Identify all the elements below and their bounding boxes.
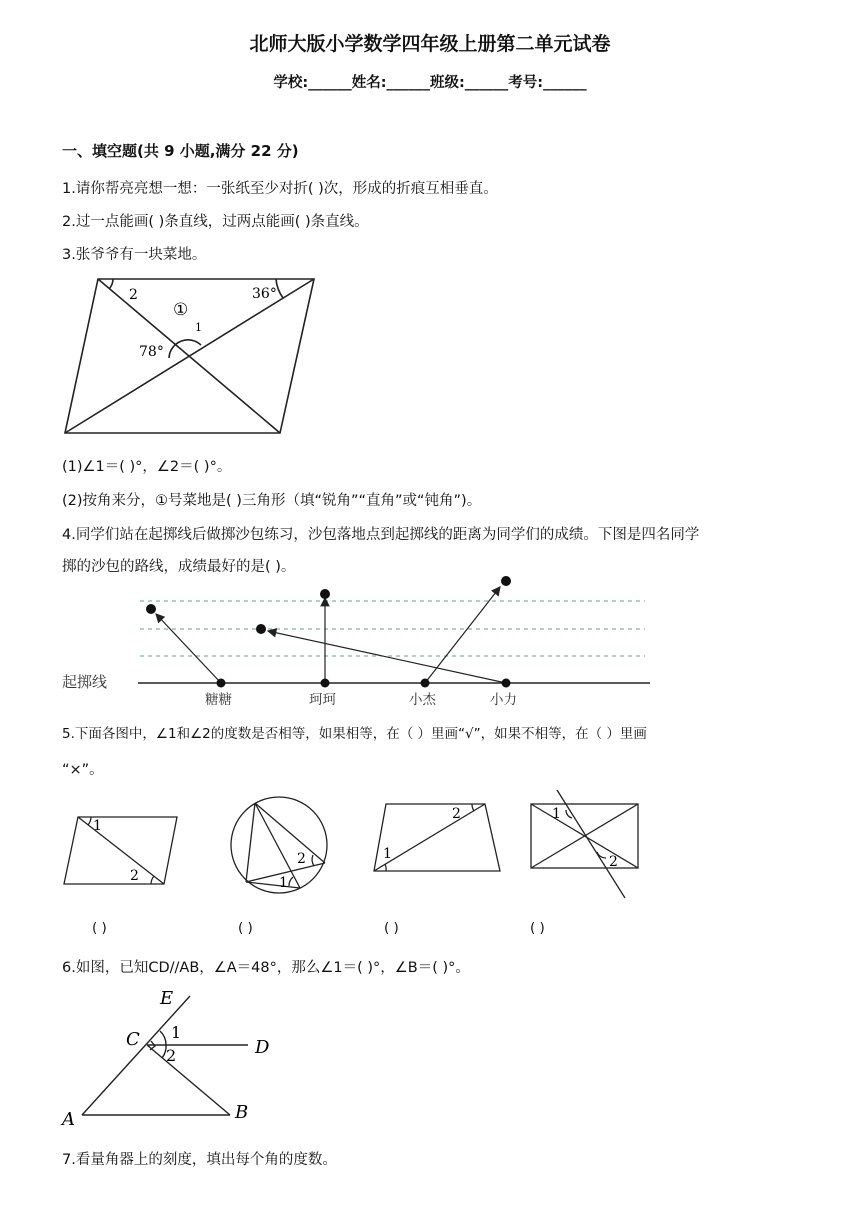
student-label-tangtang: 糖糖	[205, 692, 232, 708]
question-7: 7.看量角器上的刻度，填出每个角的度数。	[62, 1152, 337, 1168]
fig1-label-2: 2	[130, 868, 139, 884]
question-6: 6.如图，已知CD//AB，∠A＝48°，那么∠1＝( )°，∠B＝( )°。	[62, 960, 470, 976]
question-5-line-1: 5.下面各图中，∠1和∠2的度数是否相等，如果相等，在（ ）里画“√”，如果不相等，在（ ）里画	[62, 726, 647, 742]
landing-dot-keke	[320, 589, 330, 599]
student-label-xiaojie: 小杰	[409, 692, 436, 708]
question-3-part-1: (1)∠1＝( )°，∠2＝( )°。	[62, 459, 232, 475]
arc-angle-2	[109, 279, 113, 289]
fig2-chord-a	[246, 803, 255, 882]
page-title: 北师大版小学数学四年级上册第二单元试卷	[249, 33, 611, 55]
fig2-arc-2	[312, 855, 314, 866]
question-3-part-2: (2)按角来分，①号菜地是( )三角形（填“锐角”“直角”或“钝角”)。	[62, 493, 482, 509]
fig4-arc-2	[597, 852, 606, 858]
fig4-label-2: 2	[609, 854, 618, 870]
question-5-line-2: “×”。	[62, 762, 104, 778]
path-tangtang	[156, 614, 221, 683]
fig4-diagonal-1	[531, 804, 638, 868]
label-angle-78: 78°	[139, 344, 164, 360]
question-4-line-2: 掷的沙包的路线，成绩最好的是( )。	[62, 559, 296, 575]
q5-answer-blank-2[interactable]: ( )	[238, 920, 253, 936]
label-B: B	[235, 1102, 249, 1123]
q5-answer-blank-4[interactable]: ( )	[530, 920, 545, 936]
arc-angle-36	[276, 279, 283, 298]
diagonal-1	[98, 279, 280, 433]
fig3-diagonal	[374, 804, 485, 871]
parallelogram-outline	[65, 279, 314, 433]
fig2-chord-c	[255, 803, 300, 888]
label-A: A	[62, 1109, 75, 1130]
label-circled-1: ①	[173, 300, 189, 320]
fig2-label-2: 2	[297, 851, 306, 867]
start-dot-keke	[321, 679, 330, 688]
label-angle-2: 2	[129, 287, 138, 303]
fig2-circle	[231, 797, 327, 893]
question-1: 1.请你帮亮亮想一想：一张纸至少对折( )次，形成的折痕互相垂直。	[62, 181, 498, 197]
q5-answer-blank-1[interactable]: ( )	[92, 920, 107, 936]
fig2-chord-e	[246, 882, 300, 888]
start-dot-xiaoli	[502, 679, 511, 688]
fig1-label-1: 1	[93, 818, 102, 834]
fig1-arc-2	[151, 876, 154, 884]
fig4-arc-1	[566, 810, 572, 818]
fig3-label-1: 1	[383, 846, 392, 862]
label-2: 2	[166, 1046, 177, 1065]
fig2-chord-b	[255, 803, 325, 863]
diagonal-2	[65, 279, 314, 433]
label-E: E	[160, 988, 174, 1009]
fig3-arc-2	[472, 804, 474, 811]
fig2-label-1: 1	[279, 875, 288, 891]
arc-angle-1	[160, 1031, 166, 1045]
fig2-chord-d	[246, 863, 325, 882]
fig2-arc-1	[289, 877, 293, 886]
landing-dot-tangtang	[146, 604, 156, 614]
baseline-label: 起掷线	[62, 673, 108, 691]
path-xiaoli	[425, 587, 500, 683]
arc-angle-1	[169, 340, 201, 358]
label-angle-36: 36°	[252, 286, 277, 302]
fig3-label-2: 2	[452, 806, 461, 822]
fig4-transversal	[557, 790, 625, 898]
student-info-line: 学校:______姓名:______班级:______考号:______	[273, 75, 587, 91]
question-2: 2.过一点能画( )条直线，过两点能画( )条直线。	[62, 214, 369, 230]
landing-dot-xiaoli	[501, 576, 511, 586]
path-xiaojie	[268, 631, 506, 683]
line-CB	[147, 1045, 230, 1115]
start-dot-xiaojie	[421, 679, 430, 688]
fig4-diagonal-2	[531, 804, 638, 868]
fig3-trapezoid	[374, 804, 500, 871]
fig4-rectangle	[531, 804, 638, 868]
fig3-arc-1	[385, 864, 386, 871]
fig4-label-1: 1	[552, 806, 561, 822]
arc-angle-2	[162, 1045, 166, 1058]
fig1-arc-1	[88, 817, 91, 825]
fig1-parallelogram	[64, 817, 177, 884]
section-heading: 一、填空题(共 9 小题,满分 22 分)	[62, 142, 299, 160]
label-D: D	[255, 1037, 270, 1058]
start-dot-tangtang	[217, 679, 226, 688]
landing-dot-xiaojie	[256, 624, 266, 634]
label-C: C	[126, 1029, 140, 1050]
line-AE	[82, 996, 190, 1115]
question-3: 3.张爷爷有一块菜地。	[62, 247, 207, 263]
q5-answer-blank-3[interactable]: ( )	[384, 920, 399, 936]
student-label-xiaoli: 小力	[490, 692, 517, 708]
student-label-keke: 珂珂	[309, 692, 336, 708]
label-angle-1: 1	[195, 321, 202, 334]
question-4-line-1: 4.同学们站在起掷线后做掷沙包练习，沙包落地点到起掷线的距离为同学们的成绩。下图是四名同学	[62, 527, 700, 543]
label-1: 1	[171, 1023, 182, 1042]
fig1-diagonal	[78, 817, 164, 884]
right-angle-mark	[150, 1041, 155, 1050]
